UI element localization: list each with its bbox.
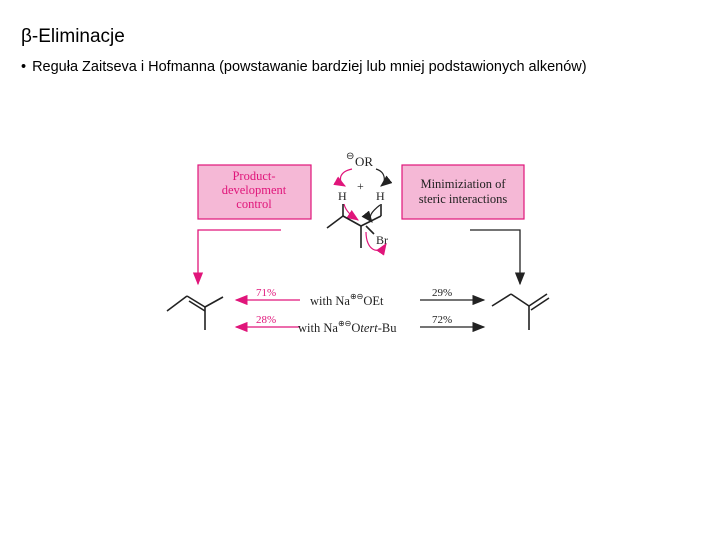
curved-arrow-right <box>376 169 384 186</box>
h-right: H <box>376 189 385 203</box>
curved-arrow-left <box>340 169 352 186</box>
leaving-group: Br <box>376 233 388 247</box>
left-box-line-3: control <box>236 197 272 211</box>
left-box-line-1: Product- <box>232 169 276 183</box>
bullet-label: Reguła Zaitseva i Hofmanna (powstawanie bardziej lub mniej podstawionych alkenów) <box>32 59 587 75</box>
h-left: H <box>338 189 347 203</box>
route-left <box>198 230 281 284</box>
right-box-line-1: Minimiziation of <box>420 177 506 191</box>
row1-reagent: with Na⊕⊖OEt <box>310 292 384 308</box>
bullet-dot: • <box>21 59 27 75</box>
row1-right-percent: 29% <box>432 287 453 299</box>
base-charge: ⊖ <box>346 151 355 162</box>
zaitsev-product <box>167 296 223 330</box>
substrate-skeleton <box>327 204 381 248</box>
right-box-line-2: steric interactions <box>418 192 508 206</box>
plus-sign: + <box>357 179 364 193</box>
slide-title: β-Eliminacje <box>21 26 125 47</box>
row2-left-percent: 28% <box>256 314 277 326</box>
base-label: OR <box>355 154 374 169</box>
hofmann-product <box>492 294 549 330</box>
row1-left-percent: 71% <box>256 287 277 299</box>
row2-reagent: with Na⊕⊖Otert-Bu <box>298 319 397 335</box>
route-right <box>470 230 520 284</box>
left-box-line-2: development <box>221 183 287 197</box>
row2-right-percent: 72% <box>432 314 453 326</box>
